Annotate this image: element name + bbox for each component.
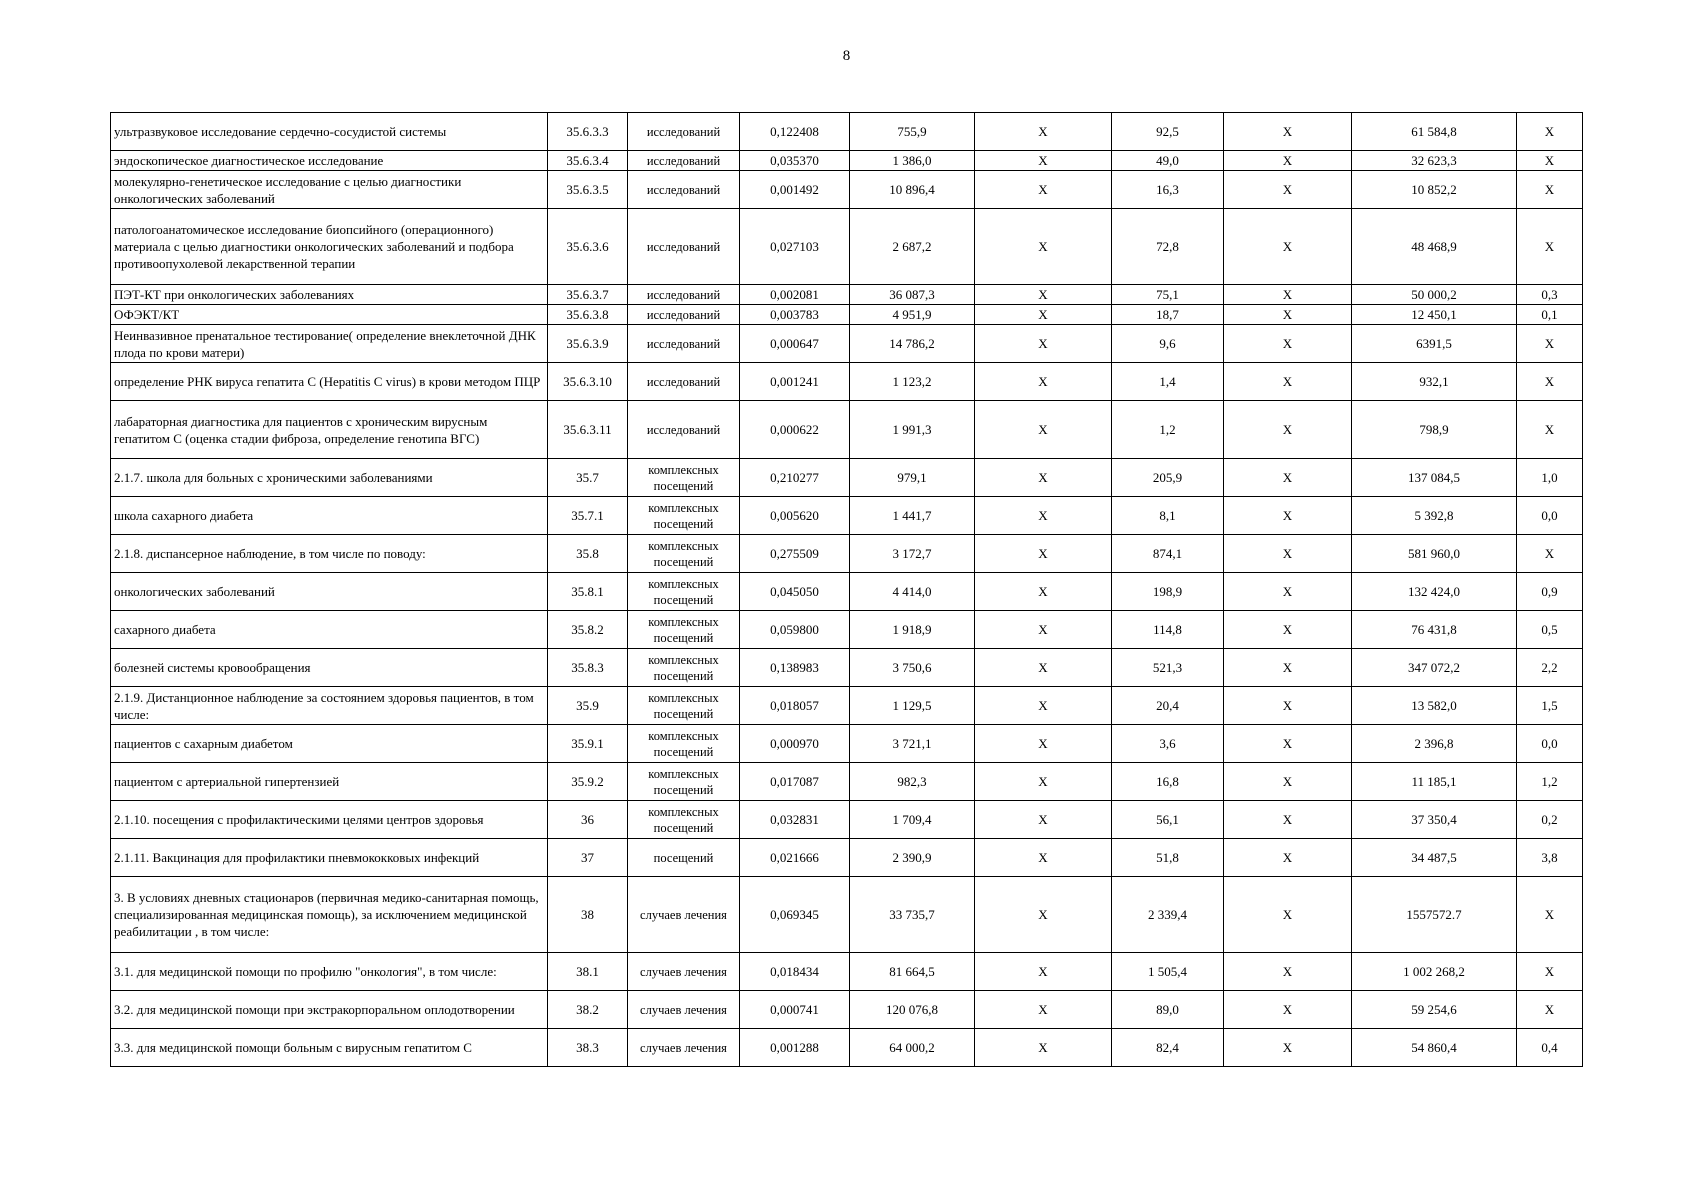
row-cost: 4 951,9 [850, 305, 975, 325]
row-name: ПЭТ-КТ при онкологических заболеваниях [111, 285, 548, 305]
row-col-6: X [975, 611, 1112, 649]
row-name: лабараторная диагностика для пациентов с хроническим вирусным гепатитом С (оценка стадии фиброза, определение генотипа ВГС) [111, 401, 548, 459]
row-col-9: 59 254,6 [1352, 991, 1517, 1029]
row-col-10: X [1517, 113, 1583, 151]
row-unit: случаев лечения [628, 991, 740, 1029]
row-cost: 10 896,4 [850, 171, 975, 209]
row-col-8: X [1224, 401, 1352, 459]
row-col-9: 11 185,1 [1352, 763, 1517, 801]
row-col-7: 75,1 [1112, 285, 1224, 305]
table-row [111, 459, 1583, 497]
row-col-10: X [1517, 877, 1583, 953]
table-row [111, 763, 1583, 801]
row-unit: случаев лечения [628, 953, 740, 991]
row-col-10: X [1517, 325, 1583, 363]
row-cost: 982,3 [850, 763, 975, 801]
row-code: 35.6.3.11 [548, 401, 628, 459]
row-col-7: 198,9 [1112, 573, 1224, 611]
row-col-8: X [1224, 573, 1352, 611]
row-col-7: 51,8 [1112, 839, 1224, 877]
row-unit: исследований [628, 401, 740, 459]
row-norm: 0,000647 [740, 325, 850, 363]
row-col-7: 8,1 [1112, 497, 1224, 535]
row-name: сахарного диабета [111, 611, 548, 649]
row-norm: 0,000622 [740, 401, 850, 459]
row-name: 3.1. для медицинской помощи по профилю "онкология", в том числе: [111, 953, 548, 991]
row-col-9: 2 396,8 [1352, 725, 1517, 763]
tariff-table [110, 112, 1583, 1067]
page-number: 8 [842, 48, 851, 64]
row-cost: 3 750,6 [850, 649, 975, 687]
row-col-9: 61 584,8 [1352, 113, 1517, 151]
row-name: пациентов с сахарным диабетом [111, 725, 548, 763]
row-name: 2.1.8. диспансерное наблюдение, в том числе по поводу: [111, 535, 548, 573]
table-row [111, 401, 1583, 459]
row-col-9: 32 623,3 [1352, 151, 1517, 171]
row-col-9: 48 468,9 [1352, 209, 1517, 285]
row-name: определение РНК вируса гепатита С (Hepatitis C virus) в крови методом ПЦР [111, 363, 548, 401]
row-code: 35.6.3.5 [548, 171, 628, 209]
row-unit: случаев лечения [628, 877, 740, 953]
row-col-9: 54 860,4 [1352, 1029, 1517, 1067]
row-norm: 0,210277 [740, 459, 850, 497]
table-row [111, 839, 1583, 877]
row-code: 35.8.1 [548, 573, 628, 611]
row-col-7: 16,8 [1112, 763, 1224, 801]
row-norm: 0,001241 [740, 363, 850, 401]
row-code: 35.7 [548, 459, 628, 497]
row-col-8: X [1224, 305, 1352, 325]
row-name: 3.3. для медицинской помощи больным с вирусным гепатитом С [111, 1029, 548, 1067]
row-name: 2.1.9. Дистанционное наблюдение за состоянием здоровья пациентов, в том числе: [111, 687, 548, 725]
row-name: школа сахарного диабета [111, 497, 548, 535]
row-code: 38 [548, 877, 628, 953]
table-row [111, 725, 1583, 763]
row-name: ОФЭКТ/КТ [111, 305, 548, 325]
row-col-7: 72,8 [1112, 209, 1224, 285]
row-name: ультразвуковое исследование сердечно-сосудистой системы [111, 113, 548, 151]
row-cost: 3 172,7 [850, 535, 975, 573]
row-unit: комплексных посещений [628, 535, 740, 573]
row-code: 35.9.1 [548, 725, 628, 763]
row-col-6: X [975, 573, 1112, 611]
row-norm: 0,001288 [740, 1029, 850, 1067]
row-norm: 0,122408 [740, 113, 850, 151]
row-col-7: 114,8 [1112, 611, 1224, 649]
row-col-7: 205,9 [1112, 459, 1224, 497]
row-code: 35.6.3.8 [548, 305, 628, 325]
row-norm: 0,275509 [740, 535, 850, 573]
table-row [111, 573, 1583, 611]
row-cost: 1 709,4 [850, 801, 975, 839]
row-col-9: 798,9 [1352, 401, 1517, 459]
row-col-10: 0,0 [1517, 497, 1583, 535]
row-code: 38.1 [548, 953, 628, 991]
row-unit: посещений [628, 839, 740, 877]
row-norm: 0,138983 [740, 649, 850, 687]
row-col-8: X [1224, 877, 1352, 953]
row-unit: комплексных посещений [628, 725, 740, 763]
row-col-10: X [1517, 953, 1583, 991]
row-code: 35.7.1 [548, 497, 628, 535]
row-norm: 0,035370 [740, 151, 850, 171]
row-col-9: 76 431,8 [1352, 611, 1517, 649]
row-unit: комплексных посещений [628, 763, 740, 801]
row-col-6: X [975, 363, 1112, 401]
row-unit: исследований [628, 363, 740, 401]
row-unit: исследований [628, 305, 740, 325]
row-col-8: X [1224, 113, 1352, 151]
row-col-7: 20,4 [1112, 687, 1224, 725]
row-col-6: X [975, 839, 1112, 877]
row-code: 35.8 [548, 535, 628, 573]
row-col-9: 932,1 [1352, 363, 1517, 401]
row-col-10: 1,2 [1517, 763, 1583, 801]
row-name: 3.2. для медицинской помощи при экстракорпоральном оплодотворении [111, 991, 548, 1029]
row-cost: 120 076,8 [850, 991, 975, 1029]
row-code: 35.6.3.6 [548, 209, 628, 285]
row-norm: 0,059800 [740, 611, 850, 649]
table-row [111, 171, 1583, 209]
table-row [111, 991, 1583, 1029]
table-row [111, 687, 1583, 725]
row-col-7: 521,3 [1112, 649, 1224, 687]
row-col-7: 92,5 [1112, 113, 1224, 151]
row-name: эндоскопическое диагностическое исследование [111, 151, 548, 171]
row-col-6: X [975, 171, 1112, 209]
row-code: 35.6.3.3 [548, 113, 628, 151]
table-row [111, 801, 1583, 839]
row-col-8: X [1224, 497, 1352, 535]
row-col-6: X [975, 763, 1112, 801]
row-col-8: X [1224, 363, 1352, 401]
row-norm: 0,002081 [740, 285, 850, 305]
row-col-10: X [1517, 151, 1583, 171]
row-col-10: 0,0 [1517, 725, 1583, 763]
row-cost: 4 414,0 [850, 573, 975, 611]
table-row [111, 209, 1583, 285]
row-unit: исследований [628, 325, 740, 363]
row-col-10: X [1517, 209, 1583, 285]
row-col-7: 2 339,4 [1112, 877, 1224, 953]
row-col-6: X [975, 877, 1112, 953]
row-col-8: X [1224, 687, 1352, 725]
row-norm: 0,027103 [740, 209, 850, 285]
row-col-10: X [1517, 401, 1583, 459]
row-cost: 33 735,7 [850, 877, 975, 953]
row-unit: комплексных посещений [628, 497, 740, 535]
row-code: 37 [548, 839, 628, 877]
row-norm: 0,005620 [740, 497, 850, 535]
row-col-9: 10 852,2 [1352, 171, 1517, 209]
table-row [111, 877, 1583, 953]
row-col-8: X [1224, 459, 1352, 497]
row-col-6: X [975, 325, 1112, 363]
row-col-6: X [975, 113, 1112, 151]
row-cost: 755,9 [850, 113, 975, 151]
row-col-8: X [1224, 209, 1352, 285]
row-cost: 1 991,3 [850, 401, 975, 459]
row-unit: комплексных посещений [628, 459, 740, 497]
row-col-9: 13 582,0 [1352, 687, 1517, 725]
row-col-9: 347 072,2 [1352, 649, 1517, 687]
row-col-10: 2,2 [1517, 649, 1583, 687]
table-row [111, 497, 1583, 535]
row-col-7: 18,7 [1112, 305, 1224, 325]
row-col-9: 6391,5 [1352, 325, 1517, 363]
row-col-6: X [975, 687, 1112, 725]
table-row [111, 325, 1583, 363]
row-unit: исследований [628, 209, 740, 285]
row-col-7: 1 505,4 [1112, 953, 1224, 991]
row-cost: 3 721,1 [850, 725, 975, 763]
row-code: 36 [548, 801, 628, 839]
row-col-7: 49,0 [1112, 151, 1224, 171]
row-col-8: X [1224, 171, 1352, 209]
row-col-10: 1,0 [1517, 459, 1583, 497]
row-cost: 36 087,3 [850, 285, 975, 305]
row-norm: 0,000970 [740, 725, 850, 763]
row-name: 2.1.10. посещения с профилактическими целями центров здоровья [111, 801, 548, 839]
row-cost: 1 386,0 [850, 151, 975, 171]
row-name: Неинвазивное пренатальное тестирование( определение внеклеточной ДНК плода по крови матери) [111, 325, 548, 363]
table-row [111, 305, 1583, 325]
row-norm: 0,003783 [740, 305, 850, 325]
row-col-7: 56,1 [1112, 801, 1224, 839]
row-cost: 1 918,9 [850, 611, 975, 649]
row-name: патологоанатомическое исследование биопсийного (операционного) материала с целью диагностики онкологических заболеваний и подбора противоопухолевой лекарственной терапии [111, 209, 548, 285]
row-unit: комплексных посещений [628, 611, 740, 649]
row-col-9: 34 487,5 [1352, 839, 1517, 877]
row-col-8: X [1224, 801, 1352, 839]
row-col-8: X [1224, 763, 1352, 801]
row-col-7: 1,2 [1112, 401, 1224, 459]
row-col-8: X [1224, 839, 1352, 877]
table-body [111, 113, 1583, 1067]
row-unit: исследований [628, 151, 740, 171]
row-code: 35.8.3 [548, 649, 628, 687]
row-col-9: 581 960,0 [1352, 535, 1517, 573]
row-norm: 0,045050 [740, 573, 850, 611]
row-col-10: 0,1 [1517, 305, 1583, 325]
row-norm: 0,000741 [740, 991, 850, 1029]
row-cost: 1 129,5 [850, 687, 975, 725]
row-col-10: 0,3 [1517, 285, 1583, 305]
row-code: 35.9 [548, 687, 628, 725]
row-col-10: 0,9 [1517, 573, 1583, 611]
row-col-7: 82,4 [1112, 1029, 1224, 1067]
row-col-8: X [1224, 649, 1352, 687]
row-code: 38.3 [548, 1029, 628, 1067]
row-col-6: X [975, 649, 1112, 687]
row-unit: случаев лечения [628, 1029, 740, 1067]
row-col-6: X [975, 459, 1112, 497]
row-col-8: X [1224, 1029, 1352, 1067]
row-cost: 14 786,2 [850, 325, 975, 363]
table-row [111, 151, 1583, 171]
table-row [111, 1029, 1583, 1067]
row-norm: 0,032831 [740, 801, 850, 839]
row-col-6: X [975, 991, 1112, 1029]
row-unit: исследований [628, 113, 740, 151]
row-col-10: 3,8 [1517, 839, 1583, 877]
table-row [111, 535, 1583, 573]
table-row [111, 113, 1583, 151]
row-col-10: 0,4 [1517, 1029, 1583, 1067]
row-col-6: X [975, 725, 1112, 763]
row-col-8: X [1224, 151, 1352, 171]
row-col-6: X [975, 305, 1112, 325]
row-cost: 2 687,2 [850, 209, 975, 285]
row-code: 35.6.3.7 [548, 285, 628, 305]
row-col-9: 137 084,5 [1352, 459, 1517, 497]
row-col-8: X [1224, 325, 1352, 363]
row-col-6: X [975, 535, 1112, 573]
row-col-9: 5 392,8 [1352, 497, 1517, 535]
row-cost: 979,1 [850, 459, 975, 497]
row-cost: 64 000,2 [850, 1029, 975, 1067]
table-row [111, 611, 1583, 649]
row-col-7: 1,4 [1112, 363, 1224, 401]
row-name: онкологических заболеваний [111, 573, 548, 611]
row-col-9: 50 000,2 [1352, 285, 1517, 305]
row-norm: 0,021666 [740, 839, 850, 877]
row-unit: комплексных посещений [628, 687, 740, 725]
row-col-10: X [1517, 363, 1583, 401]
row-col-6: X [975, 953, 1112, 991]
row-col-8: X [1224, 953, 1352, 991]
row-col-10: 0,5 [1517, 611, 1583, 649]
table-row [111, 953, 1583, 991]
row-col-6: X [975, 151, 1112, 171]
table-row [111, 363, 1583, 401]
row-code: 35.8.2 [548, 611, 628, 649]
row-col-8: X [1224, 535, 1352, 573]
table-row [111, 649, 1583, 687]
row-code: 35.6.3.9 [548, 325, 628, 363]
row-unit: комплексных посещений [628, 573, 740, 611]
row-col-7: 3,6 [1112, 725, 1224, 763]
row-col-8: X [1224, 725, 1352, 763]
row-code: 35.6.3.4 [548, 151, 628, 171]
row-col-8: X [1224, 991, 1352, 1029]
row-norm: 0,017087 [740, 763, 850, 801]
row-name: 2.1.11. Вакцинация для профилактики пневмококковых инфекций [111, 839, 548, 877]
row-name: болезней системы кровообращения [111, 649, 548, 687]
row-name: молекулярно-генетическое исследование с целью диагностики онкологических заболеваний [111, 171, 548, 209]
row-col-10: X [1517, 171, 1583, 209]
row-col-9: 132 424,0 [1352, 573, 1517, 611]
row-col-6: X [975, 401, 1112, 459]
row-unit: исследований [628, 171, 740, 209]
row-col-10: X [1517, 535, 1583, 573]
row-name: пациентом с артериальной гипертензией [111, 763, 548, 801]
row-norm: 0,018434 [740, 953, 850, 991]
row-col-6: X [975, 497, 1112, 535]
row-code: 38.2 [548, 991, 628, 1029]
row-unit: исследований [628, 285, 740, 305]
row-col-6: X [975, 1029, 1112, 1067]
row-norm: 0,001492 [740, 171, 850, 209]
row-norm: 0,069345 [740, 877, 850, 953]
row-cost: 2 390,9 [850, 839, 975, 877]
table-row [111, 285, 1583, 305]
row-col-7: 874,1 [1112, 535, 1224, 573]
row-code: 35.6.3.10 [548, 363, 628, 401]
row-cost: 1 123,2 [850, 363, 975, 401]
row-name: 2.1.7. школа для больных с хроническими заболеваниями [111, 459, 548, 497]
row-cost: 81 664,5 [850, 953, 975, 991]
row-col-9: 1557572.7 [1352, 877, 1517, 953]
row-col-10: X [1517, 991, 1583, 1029]
row-col-7: 9,6 [1112, 325, 1224, 363]
row-col-10: 1,5 [1517, 687, 1583, 725]
row-code: 35.9.2 [548, 763, 628, 801]
row-col-10: 0,2 [1517, 801, 1583, 839]
row-col-8: X [1224, 611, 1352, 649]
row-col-6: X [975, 209, 1112, 285]
row-cost: 1 441,7 [850, 497, 975, 535]
row-norm: 0,018057 [740, 687, 850, 725]
row-col-6: X [975, 285, 1112, 305]
row-unit: комплексных посещений [628, 801, 740, 839]
row-col-8: X [1224, 285, 1352, 305]
row-col-7: 16,3 [1112, 171, 1224, 209]
row-name: 3. В условиях дневных стационаров (первичная медико-санитарная помощь, специализированная медицинская помощь), за исключением медицинской реабилитации , в том числе: [111, 877, 548, 953]
row-unit: комплексных посещений [628, 649, 740, 687]
row-col-9: 37 350,4 [1352, 801, 1517, 839]
row-col-9: 1 002 268,2 [1352, 953, 1517, 991]
row-col-7: 89,0 [1112, 991, 1224, 1029]
row-col-9: 12 450,1 [1352, 305, 1517, 325]
row-col-6: X [975, 801, 1112, 839]
